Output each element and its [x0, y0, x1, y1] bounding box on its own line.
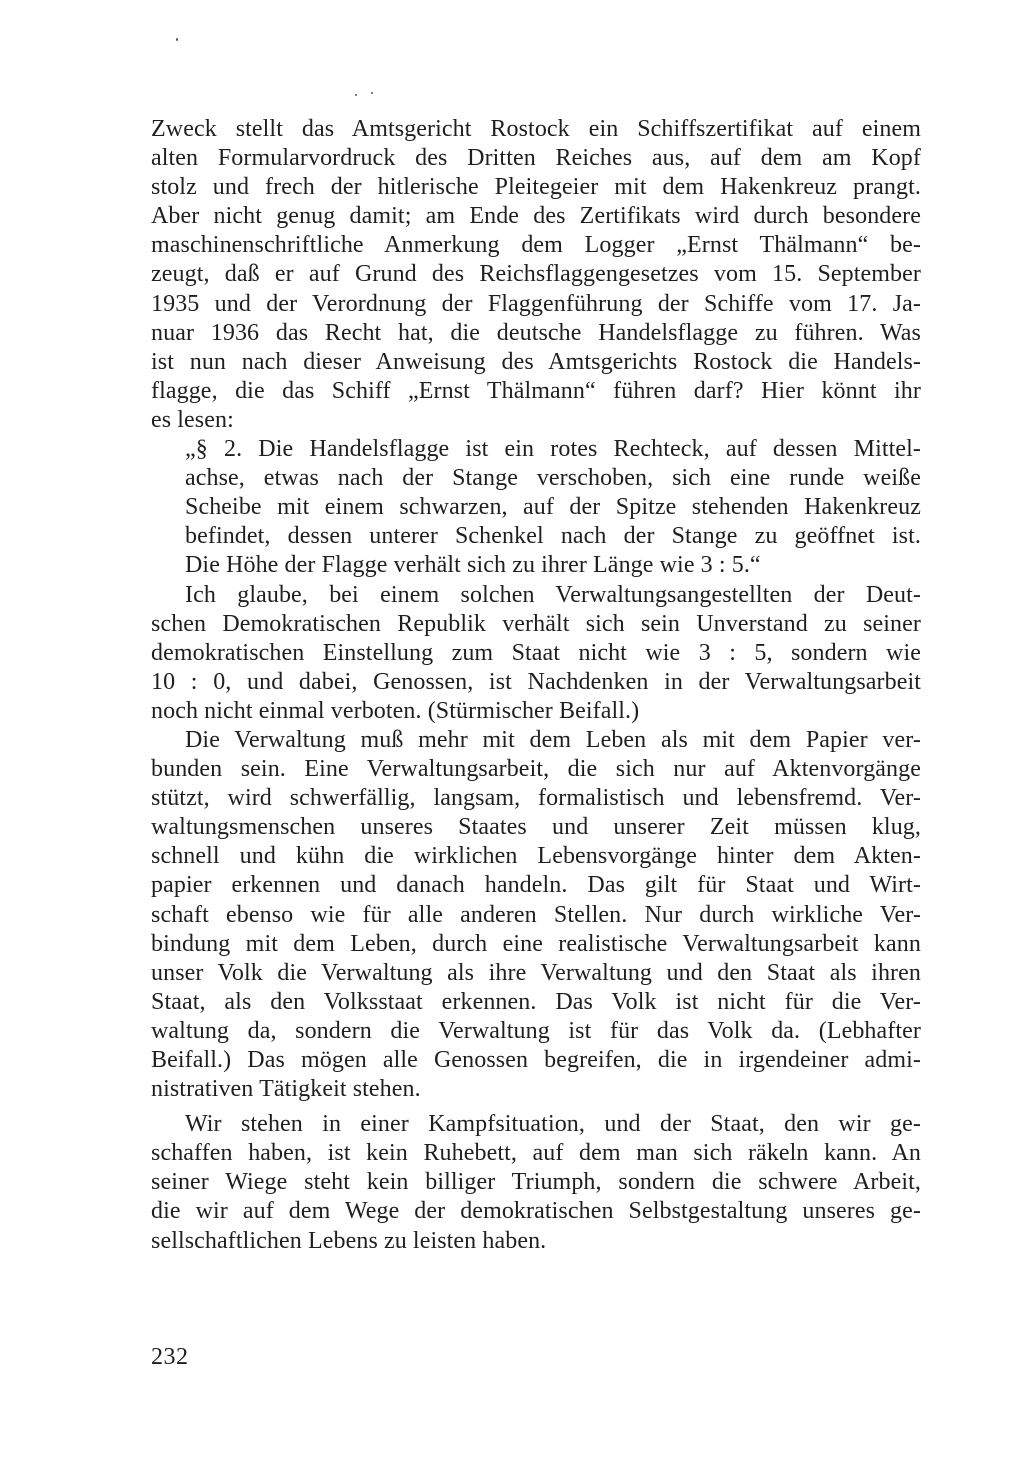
text-line: Scheibe mit einem schwarzen, auf der Spitze stehenden Hakenkreuz: [185, 494, 921, 521]
text-line: stolz und frech der hitlerische Pleitegeier mit dem Hakenkreuz prangt.: [151, 174, 921, 201]
text-line: 10 : 0, und dabei, Genossen, ist Nachdenken in der Verwaltungsarbeit: [151, 668, 921, 695]
text-line: Staat, als den Volksstaat erkennen. Das Volk ist nicht für die Ver-: [151, 988, 921, 1015]
text-line: Wir stehen in einer Kampfsituation, und der Staat, den wir ge-: [185, 1111, 921, 1138]
scan-speck: [176, 38, 178, 41]
text-line: schaffen haben, ist kein Ruhebett, auf dem man sich räkeln kann. An: [151, 1140, 921, 1167]
text-line: flagge, die das Schiff „Ernst Thälmann“ führen darf? Hier könnt ihr: [151, 377, 921, 404]
text-line: alten Formularvordruck des Dritten Reiches aus, auf dem am Kopf: [151, 145, 921, 172]
text-line: schen Demokratischen Republik verhält sich sein Unverstand zu seiner: [151, 610, 921, 637]
text-line: befindet, dessen unterer Schenkel nach der Stange zu geöffnet ist.: [185, 523, 921, 550]
scan-speck: [355, 94, 357, 96]
paragraph: [151, 1110, 921, 1255]
text-line: waltungsmenschen unseres Staates und unserer Zeit müssen klug,: [151, 814, 921, 841]
text-line: nuar 1936 das Recht hat, die deutsche Handelsflagge zu führen. Was: [151, 319, 921, 346]
text-line: Ich glaube, bei einem solchen Verwaltungsangestellten der Deut-: [185, 581, 921, 608]
text-line: es lesen:: [151, 406, 234, 433]
text-line: Aber nicht genug damit; am Ende des Zertifikats wird durch besondere: [151, 203, 921, 230]
text-line: ist nun nach dieser Anweisung des Amtsgerichts Rostock die Handels-: [151, 348, 921, 375]
text-line: sellschaftlichen Lebens zu leisten haben.: [151, 1227, 547, 1254]
body-text: [151, 115, 921, 1256]
text-line: Die Höhe der Flagge verhält sich zu ihrer Länge wie 3 : 5.“: [185, 552, 761, 579]
text-line: achse, etwas nach der Stange verschoben, sich eine runde weiße: [185, 465, 921, 492]
scan-speck: [371, 92, 373, 94]
text-line: nistrativen Tätigkeit stehen.: [151, 1076, 421, 1103]
text-line: waltung da, sondern die Verwaltung ist für das Volk da. (Lebhafter: [151, 1017, 921, 1044]
text-line: Die Verwaltung muß mehr mit dem Leben als mit dem Papier ver-: [185, 726, 921, 753]
text-line: noch nicht einmal verboten. (Stürmischer Beifall.): [151, 697, 640, 724]
text-line: „§ 2. Die Handelsflagge ist ein rotes Rechteck, auf dessen Mittel-: [185, 436, 921, 463]
text-line: Beifall.) Das mögen alle Genossen begreifen, die in irgendeiner admi-: [151, 1047, 921, 1073]
text-line: schnell und kühn die wirklichen Lebensvorgänge hinter dem Akten-: [151, 843, 921, 870]
text-line: die wir auf dem Wege der demokratischen Selbstgestaltung unseres ge-: [151, 1198, 921, 1225]
quoted-paragraph: [151, 435, 921, 580]
text-line: demokratischen Einstellung zum Staat nicht wie 3 : 5, sondern wie: [151, 639, 921, 666]
paragraph-continuation: [151, 115, 921, 435]
text-line: unser Volk die Verwaltung als ihre Verwaltung und den Staat als ihren: [151, 959, 921, 986]
text-line: Zweck stellt das Amtsgericht Rostock ein Schiffszertifikat auf einem: [151, 116, 921, 142]
text-line: bindung mit dem Leben, durch eine realistische Verwaltungsarbeit kann: [151, 930, 921, 957]
text-line: maschinenschriftliche Anmerkung dem Logger „Ernst Thälmann“ be-: [151, 232, 921, 259]
text-line: seiner Wiege steht kein billiger Triumph, sondern die schwere Arbeit,: [151, 1169, 921, 1196]
page-number: 232: [151, 1344, 189, 1370]
paragraph: [151, 726, 921, 1104]
text-line: zeugt, daß er auf Grund des Reichsflaggengesetzes vom 15. September: [151, 261, 921, 288]
text-line: 1935 und der Verordnung der Flaggenführung der Schiffe vom 17. Ja-: [151, 290, 921, 317]
text-line: stützt, wird schwerfällig, langsam, formalistisch und lebensfremd. Ver-: [151, 785, 921, 812]
paragraph: [151, 581, 921, 726]
text-line: bunden sein. Eine Verwaltungsarbeit, die sich nur auf Aktenvorgänge: [151, 756, 921, 783]
text-line: papier erkennen und danach handeln. Das gilt für Staat und Wirt-: [151, 872, 921, 899]
text-line: schaft ebenso wie für alle anderen Stellen. Nur durch wirkliche Ver-: [151, 901, 921, 928]
